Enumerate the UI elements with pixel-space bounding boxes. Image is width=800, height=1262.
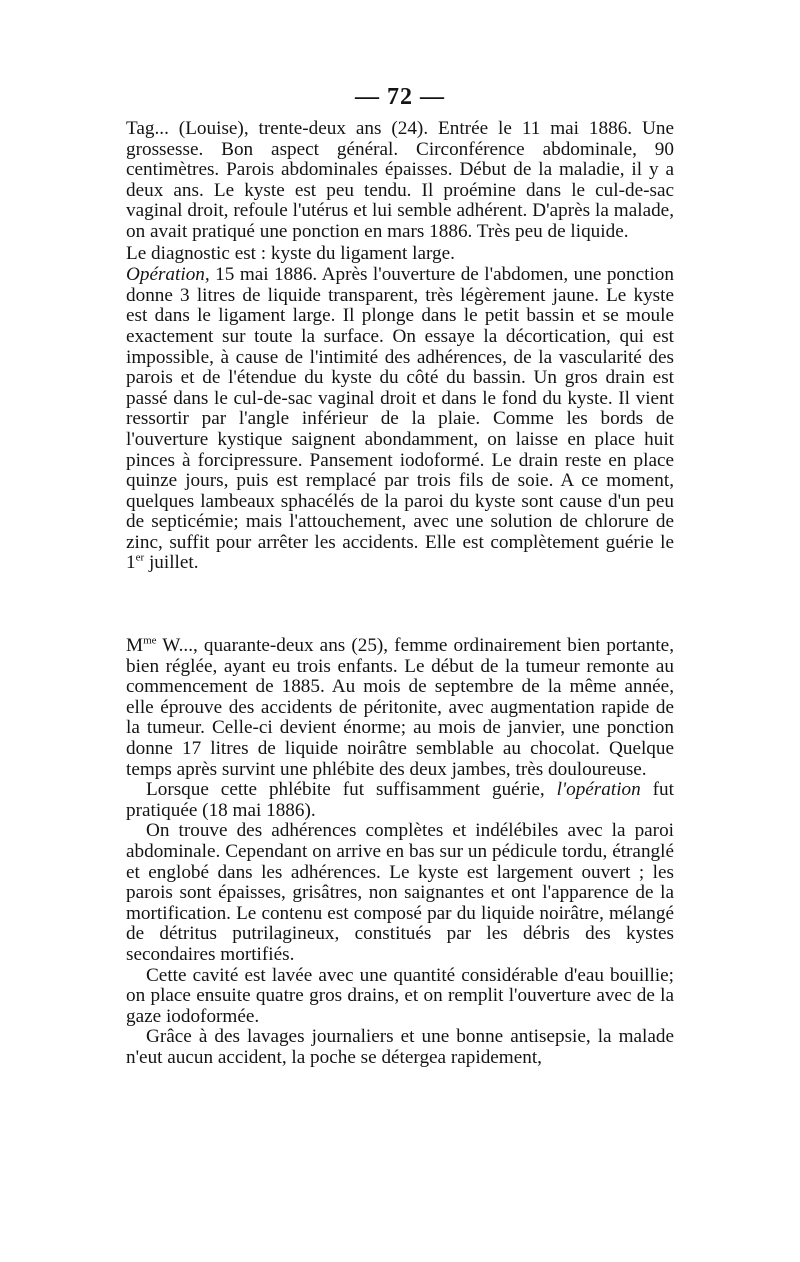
recovery-date-month: juillet. xyxy=(144,552,199,574)
paragraph-operation-date xyxy=(126,780,674,821)
title-madame-sup: me xyxy=(143,634,157,647)
paragraph-recovery: Grâce à des lavages journaliers et une bonne antisepsie, la malade n'eut aucun accident, la poche se détergea rapidement, xyxy=(126,1026,674,1068)
paragraph-drainage: Cette cavité est lavée avec une quantité considérable d'eau bouillie; on place ensuite quatre gros drains, et on remplit l'ouverture avec de la gaze iodoformée. xyxy=(126,964,674,1027)
page-number: — 72 — xyxy=(355,84,445,110)
case-report-louise xyxy=(126,119,674,574)
paragraph-admission: Tag... (Louise), trente-deux ans (24). Entrée le 11 mai 1886. Une grossesse. Bon aspect général. Circonférence abdominale, 90 centimètres. Parois abdominales épaisses. Début de la maladie, il y a deux ans. Le kyste est peu tendu. Il proémine dans le cul-de-sac vaginal droit, refoule l'utérus et lui semble adhérent. D'après la malade, on avait pratiqué une ponction en mars 1886. Très peu de liquide. xyxy=(126,118,674,242)
paragraph-history xyxy=(126,636,674,780)
operation-heading: Opération, xyxy=(126,264,210,286)
recovery-date-ordinal: er xyxy=(135,552,145,565)
recovery-date-day: 1 xyxy=(126,552,136,574)
operation-date-lead: Lorsque cette phlébite fut suffisamment guérie, xyxy=(146,779,557,801)
operation-text: 15 mai 1886. Après l'ouverture de l'abdomen, une ponction donne 3 litres de liquide transparent, très légèrement jaune. Le kyste est dans le ligament large. Il plonge dans le petit bassin et se moule exactement sur toute la surface. On essaye la décortication, qui est impossible, à cause de l'intimité des adhérences, de la vascularité des parois et de l'étendue du kyste du côté du bassin. Un gros drain est passé dans le cul-de-sac vaginal droit et dans le fond du kyste. Il vient ressortir par l'angle inférieur de la plaie. Comme les bords de l'ouverture kystique saignent abondamment, on laisse en place huit pinces à forcipressure. Pansement iodoformé. Le drain reste en place quinze jours, puis est remplacé par trois fils de soie. A ce moment, quelques lambeaux sphacélés de la paroi du kyste sont cause d'un peu de septicémie; mais l'attouchement, avec une solution de chlorure de zinc, suffit pour arrêter les accidents. Elle est complètement guérie le xyxy=(126,264,674,553)
history-text: W..., quarante-deux ans (25), femme ordinairement bien portante, bien réglée, ayant eu trois enfants. Le début de la tumeur remonte au commencement de 1885. Au mois de septembre de la même année, elle éprouve des accidents de péritonite, avec augmentation rapide de la tumeur. Celle-ci devient énorme; au mois de janvier, une ponction donne 17 litres de liquide noirâtre semblable au chocolat. Quelque temps après survint une phlébite des deux jambes, très douloureuse. xyxy=(126,635,674,780)
operation-date-text: fut pratiquée (18 mai 1886). xyxy=(126,779,674,821)
paragraph-diagnosis: Le diagnostic est : kyste du ligament large. xyxy=(126,242,455,264)
operation-word: l'opération xyxy=(556,779,641,801)
paragraph-findings: On trouve des adhérences complètes et indélébiles avec la paroi abdominale. Cependant on arrive en bas sur un pédicule tordu, étranglé et englobé dans les adhérences. Le kyste est largement ouvert ; les parois sont épaisses, grisâtres, non saignantes et ont l'apparence de la mortification. Le contenu est composé par du liquide noirâtre, mélangé de détritus putrilagineux, constitués par les débris des kystes secondaires mortifiés. xyxy=(126,820,674,965)
paragraph-operation xyxy=(126,265,674,574)
title-madame: M xyxy=(126,635,144,656)
case-report-mme-w xyxy=(126,636,674,1068)
